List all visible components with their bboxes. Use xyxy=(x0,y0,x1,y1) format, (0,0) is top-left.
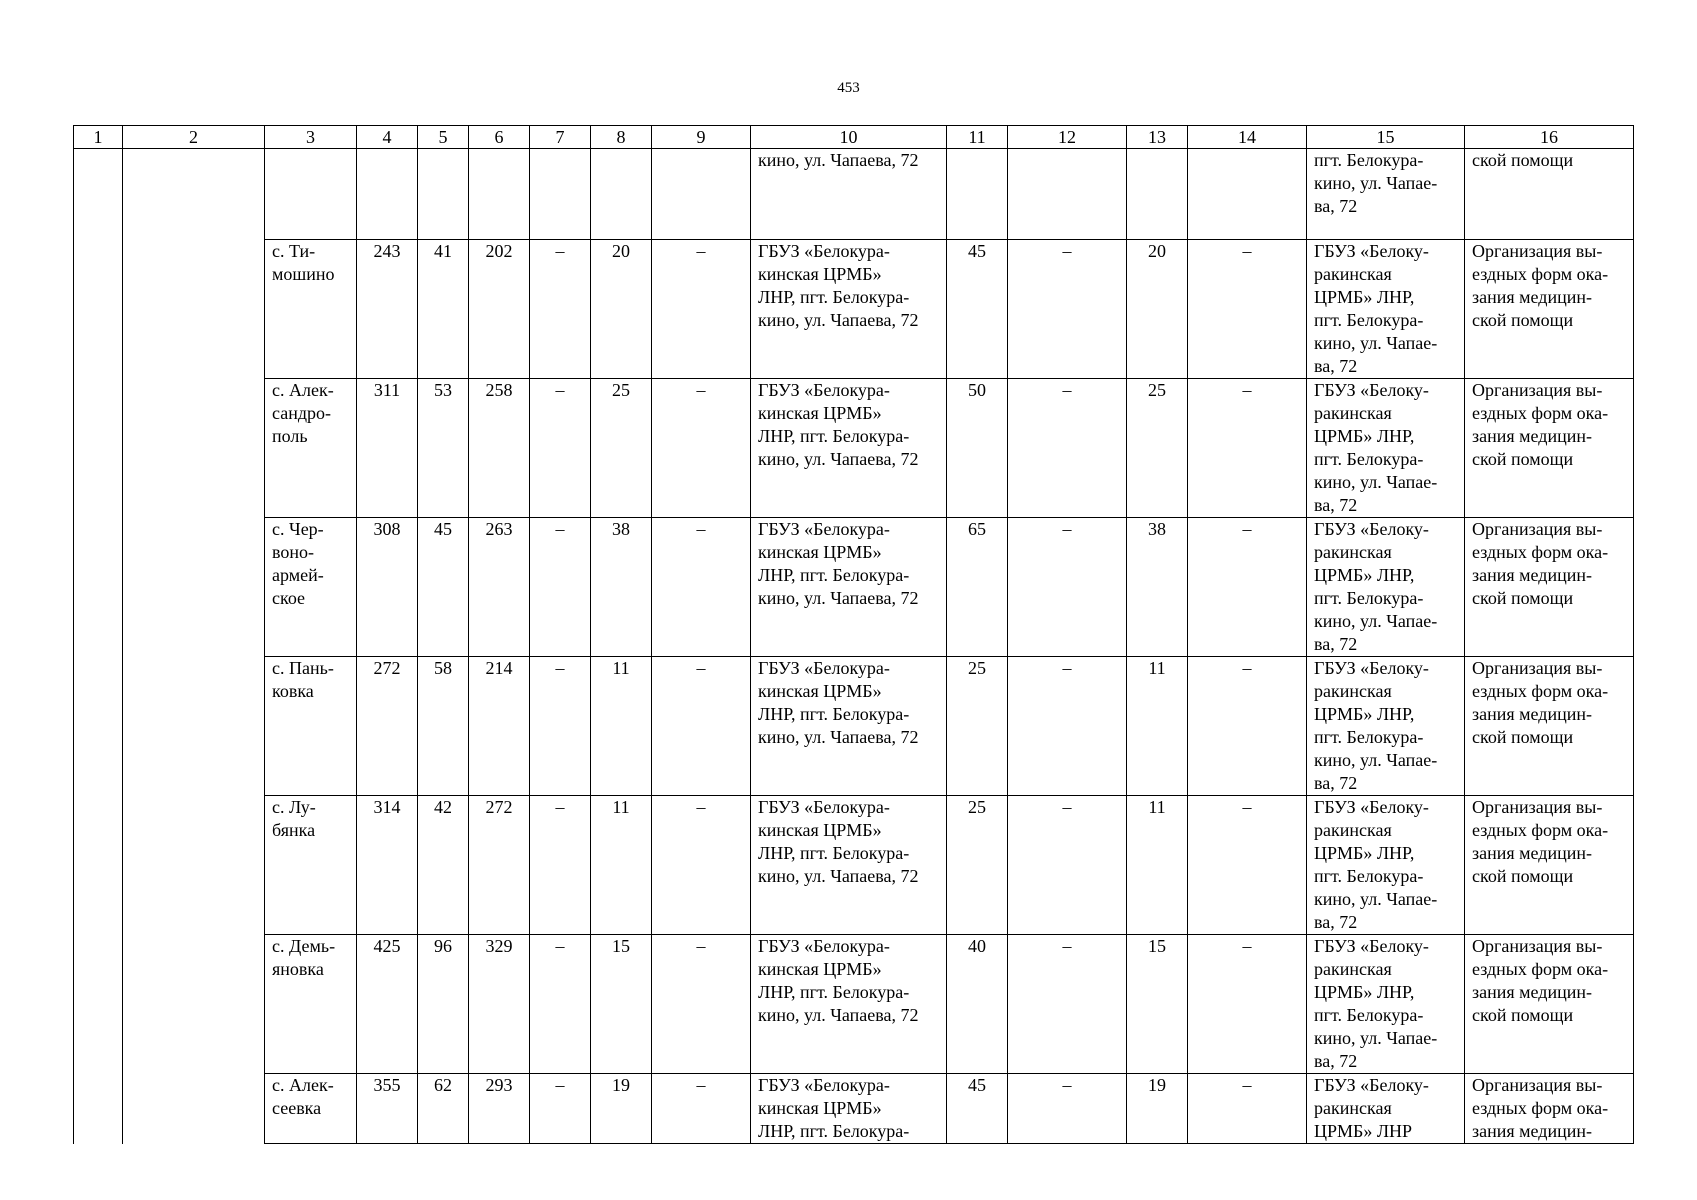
value-col-8: 19 xyxy=(591,1074,652,1144)
continuation-facility: пгт. Белокура- кино, ул. Чапае- ва, 72 xyxy=(1307,149,1465,240)
value-col-12: – xyxy=(1008,240,1127,379)
value-col-13: 38 xyxy=(1127,518,1188,657)
facility-name: ГБУЗ «Белоку- ракинская ЦРМБ» ЛНР, пгт. Белокура- кино, ул. Чапае- ва, 72 xyxy=(1307,518,1465,657)
facility-name: ГБУЗ «Белоку- ракинская ЦРМБ» ЛНР, пгт. Белокура- кино, ул. Чапае- ва, 72 xyxy=(1307,796,1465,935)
value-col-8: 38 xyxy=(591,518,652,657)
value-col-6: 272 xyxy=(469,796,530,935)
settlement-name: с. Пань- ковка xyxy=(265,657,357,796)
continuation-address: кино, ул. Чапаева, 72 xyxy=(751,149,947,240)
value-col-11: 25 xyxy=(947,657,1008,796)
service-note: Организация вы- ездных форм ока- зания медицин- ской помощи xyxy=(1465,379,1634,518)
value-col-13: 25 xyxy=(1127,379,1188,518)
value-col-14: – xyxy=(1188,657,1307,796)
table-row xyxy=(74,657,1634,796)
value-col-14: – xyxy=(1188,240,1307,379)
value-col-14: – xyxy=(1188,379,1307,518)
value-col-14: – xyxy=(1188,935,1307,1074)
table-row xyxy=(74,379,1634,518)
header-col-4: 4 xyxy=(357,126,418,149)
value-col-6: 263 xyxy=(469,518,530,657)
value-col-13: 20 xyxy=(1127,240,1188,379)
table-row xyxy=(74,796,1634,935)
facility-address: ГБУЗ «Белокура- кинская ЦРМБ» ЛНР, пгт. Белокура- кино, ул. Чапаева, 72 xyxy=(751,935,947,1074)
facility-name: ГБУЗ «Белоку- ракинская ЦРМБ» ЛНР xyxy=(1307,1074,1465,1144)
header-col-13: 13 xyxy=(1127,126,1188,149)
value-col-9: – xyxy=(652,657,751,796)
settlement-name: с. Алек- сандро- поль xyxy=(265,379,357,518)
table-row xyxy=(74,935,1634,1074)
service-note: Организация вы- ездных форм ока- зания медицин- ской помощи xyxy=(1465,935,1634,1074)
header-col-6: 6 xyxy=(469,126,530,149)
value-col-13: 15 xyxy=(1127,935,1188,1074)
header-col-7: 7 xyxy=(530,126,591,149)
value-col-7: – xyxy=(530,796,591,935)
value-col-14: – xyxy=(1188,1074,1307,1144)
value-col-6: 214 xyxy=(469,657,530,796)
facility-address: ГБУЗ «Белокура- кинская ЦРМБ» ЛНР, пгт. Белокура- xyxy=(751,1074,947,1144)
value-col-14: – xyxy=(1188,518,1307,657)
value-col-5: 45 xyxy=(418,518,469,657)
value-col-9: – xyxy=(652,1074,751,1144)
settlement-name: с. Ти- мошино xyxy=(265,240,357,379)
value-col-4: 311 xyxy=(357,379,418,518)
value-col-12: – xyxy=(1008,518,1127,657)
header-col-3: 3 xyxy=(265,126,357,149)
value-col-12: – xyxy=(1008,1074,1127,1144)
settlement-name: с. Чер- воно- армей- ское xyxy=(265,518,357,657)
value-col-8: 11 xyxy=(591,796,652,935)
facility-name: ГБУЗ «Белоку- ракинская ЦРМБ» ЛНР, пгт. Белокура- кино, ул. Чапае- ва, 72 xyxy=(1307,240,1465,379)
header-col-11: 11 xyxy=(947,126,1008,149)
value-col-5: 41 xyxy=(418,240,469,379)
header-col-10: 10 xyxy=(751,126,947,149)
value-col-7: – xyxy=(530,1074,591,1144)
service-note: Организация вы- ездных форм ока- зания медицин- ской помощи xyxy=(1465,240,1634,379)
value-col-9: – xyxy=(652,796,751,935)
facility-address: ГБУЗ «Белокура- кинская ЦРМБ» ЛНР, пгт. Белокура- кино, ул. Чапаева, 72 xyxy=(751,240,947,379)
value-col-4: 272 xyxy=(357,657,418,796)
facility-address: ГБУЗ «Белокура- кинская ЦРМБ» ЛНР, пгт. Белокура- кино, ул. Чапаева, 72 xyxy=(751,796,947,935)
value-col-14: – xyxy=(1188,796,1307,935)
value-col-9: – xyxy=(652,935,751,1074)
table-row xyxy=(74,240,1634,379)
value-col-11: 40 xyxy=(947,935,1008,1074)
value-col-12: – xyxy=(1008,935,1127,1074)
facility-address: ГБУЗ «Белокура- кинская ЦРМБ» ЛНР, пгт. Белокура- кино, ул. Чапаева, 72 xyxy=(751,379,947,518)
value-col-5: 42 xyxy=(418,796,469,935)
settlement-name: с. Алек- сеевка xyxy=(265,1074,357,1144)
value-col-8: 11 xyxy=(591,657,652,796)
facility-address: ГБУЗ «Белокура- кинская ЦРМБ» ЛНР, пгт. Белокура- кино, ул. Чапаева, 72 xyxy=(751,518,947,657)
document-table xyxy=(73,125,1634,1144)
value-col-4: 308 xyxy=(357,518,418,657)
value-col-12: – xyxy=(1008,379,1127,518)
facility-name: ГБУЗ «Белоку- ракинская ЦРМБ» ЛНР, пгт. Белокура- кино, ул. Чапае- ва, 72 xyxy=(1307,657,1465,796)
value-col-4: 425 xyxy=(357,935,418,1074)
value-col-7: – xyxy=(530,240,591,379)
header-col-8: 8 xyxy=(591,126,652,149)
value-col-6: 293 xyxy=(469,1074,530,1144)
page-number: 453 xyxy=(837,80,860,96)
value-col-9: – xyxy=(652,240,751,379)
value-col-4: 243 xyxy=(357,240,418,379)
value-col-6: 202 xyxy=(469,240,530,379)
header-col-15: 15 xyxy=(1307,126,1465,149)
settlement-name: с. Лу- бянка xyxy=(265,796,357,935)
service-note: Организация вы- ездных форм ока- зания медицин- ской помощи xyxy=(1465,518,1634,657)
service-note: Организация вы- ездных форм ока- зания медицин- xyxy=(1465,1074,1634,1144)
value-col-12: – xyxy=(1008,657,1127,796)
value-col-7: – xyxy=(530,518,591,657)
value-col-4: 355 xyxy=(357,1074,418,1144)
value-col-6: 329 xyxy=(469,935,530,1074)
value-col-9: – xyxy=(652,518,751,657)
table-row xyxy=(74,518,1634,657)
header-col-1: 1 xyxy=(74,126,123,149)
column-number-row xyxy=(74,126,1634,149)
value-col-7: – xyxy=(530,935,591,1074)
value-col-9: – xyxy=(652,379,751,518)
value-col-7: – xyxy=(530,379,591,518)
header-col-9: 9 xyxy=(652,126,751,149)
header-col-5: 5 xyxy=(418,126,469,149)
value-col-11: 65 xyxy=(947,518,1008,657)
service-note: Организация вы- ездных форм ока- зания медицин- ской помощи xyxy=(1465,796,1634,935)
header-col-16: 16 xyxy=(1465,126,1634,149)
settlement-name: с. Демь- яновка xyxy=(265,935,357,1074)
value-col-5: 58 xyxy=(418,657,469,796)
merged-cell-col-2 xyxy=(123,149,265,1144)
value-col-13: 19 xyxy=(1127,1074,1188,1144)
header-col-14: 14 xyxy=(1188,126,1307,149)
facility-address: ГБУЗ «Белокура- кинская ЦРМБ» ЛНР, пгт. Белокура- кино, ул. Чапаева, 72 xyxy=(751,657,947,796)
value-col-8: 25 xyxy=(591,379,652,518)
service-note: Организация вы- ездных форм ока- зания медицин- ской помощи xyxy=(1465,657,1634,796)
value-col-6: 258 xyxy=(469,379,530,518)
facility-name: ГБУЗ «Белоку- ракинская ЦРМБ» ЛНР, пгт. Белокура- кино, ул. Чапае- ва, 72 xyxy=(1307,379,1465,518)
header-col-2: 2 xyxy=(123,126,265,149)
continuation-note: ской помощи xyxy=(1465,149,1634,240)
value-col-13: 11 xyxy=(1127,796,1188,935)
value-col-5: 62 xyxy=(418,1074,469,1144)
merged-cell-col-1 xyxy=(74,149,123,1144)
value-col-4: 314 xyxy=(357,796,418,935)
value-col-7: – xyxy=(530,657,591,796)
header-col-12: 12 xyxy=(1008,126,1127,149)
facility-name: ГБУЗ «Белоку- ракинская ЦРМБ» ЛНР, пгт. Белокура- кино, ул. Чапае- ва, 72 xyxy=(1307,935,1465,1074)
value-col-11: 25 xyxy=(947,796,1008,935)
value-col-11: 50 xyxy=(947,379,1008,518)
value-col-8: 15 xyxy=(591,935,652,1074)
value-col-8: 20 xyxy=(591,240,652,379)
value-col-11: 45 xyxy=(947,240,1008,379)
value-col-5: 53 xyxy=(418,379,469,518)
value-col-12: – xyxy=(1008,796,1127,935)
continuation-row xyxy=(74,149,1634,240)
value-col-5: 96 xyxy=(418,935,469,1074)
value-col-13: 11 xyxy=(1127,657,1188,796)
table-row xyxy=(74,1074,1634,1144)
value-col-11: 45 xyxy=(947,1074,1008,1144)
